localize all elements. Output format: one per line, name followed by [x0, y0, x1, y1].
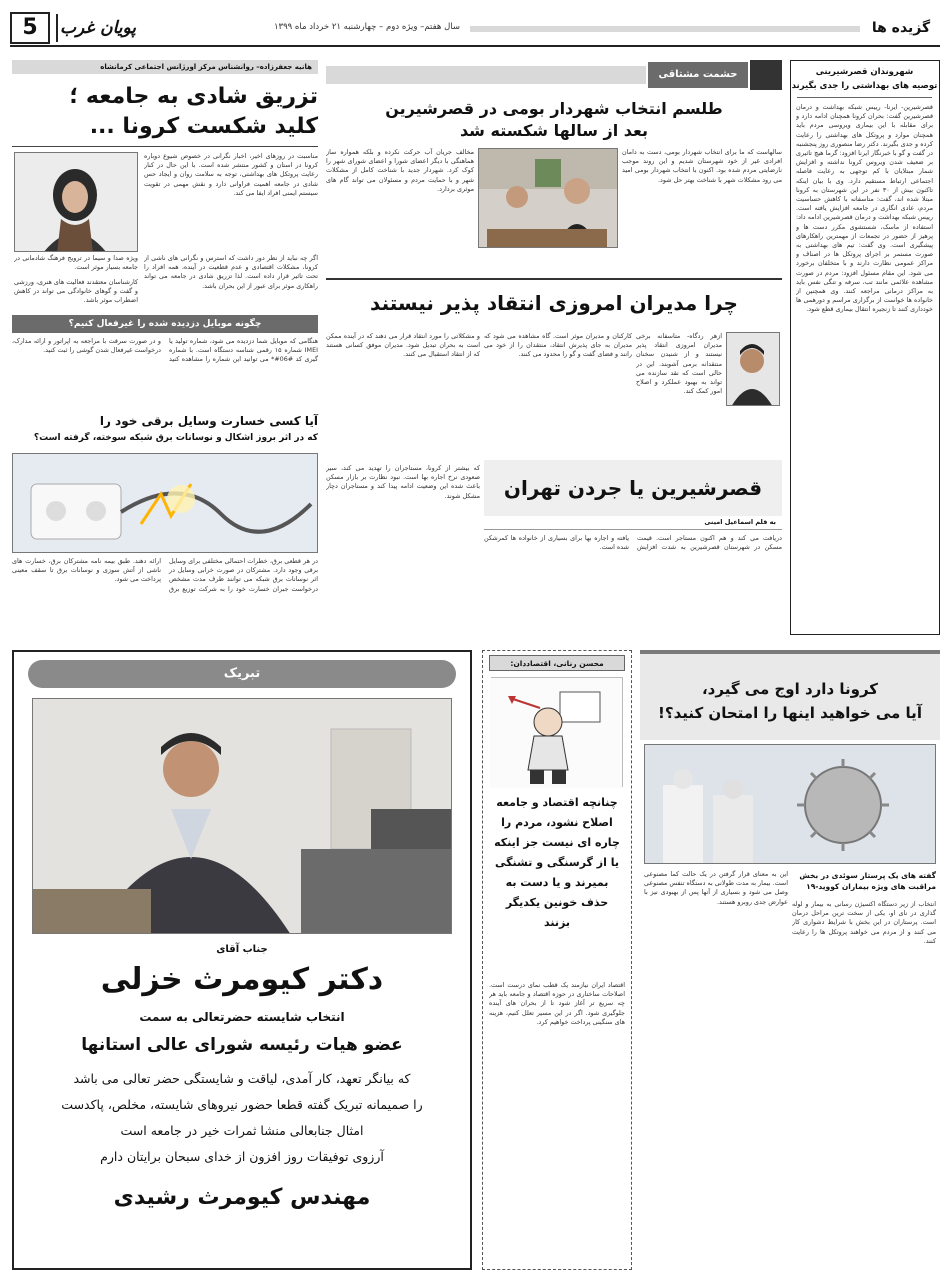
congrats-signature: مهندس کیومرث رشیدی	[113, 1185, 371, 1210]
header-rule	[470, 26, 860, 32]
tehran-body-1: دریافت می کند و هم اکنون مستاجر است. قیمت مسکن در شهرستان قصرشیرین به شدت افزایش یافته و اجاره بها برای بسیاری از خانواده ها کمرشکن شده است.	[484, 534, 782, 552]
tehran-author: به قلم اسماعیل امینی	[484, 518, 782, 530]
photo-caption: ویژه صدا و سیما در ترویج فرهنگ شادمانی در جامعه بسیار موثر است.	[14, 254, 138, 272]
mayor-title-line1: طلسم انتخاب شهردار بومی در قصرشیرین	[385, 99, 723, 118]
mobile-box-title: چگونه موبایل دزدیده شده را غیرفعال کنیم؟	[12, 315, 318, 333]
health-box	[790, 60, 940, 635]
electric-title-line1: آیا کسی خسارت وسایل برقی خود را	[99, 414, 318, 428]
congrats-name: دکتر کیومرث خزلی	[100, 962, 384, 997]
congrats-position: عضو هیات رئیسه شورای عالی استانها	[81, 1035, 403, 1055]
electric-body: در هر قطعی برق، خطرات احتمالی مختلفی برای وسایل برقی وجود دارد. مشترکان در صورت خرابی وسایل در اثر نوسانات برق شبکه می توانند ظرف مدت مشخص درخواست جبران خسارت خود را به شرکت توزیع برق ارائه دهند. طبق بیمه نامه مشترکان برق، خسارت های ناشی از آتش سوزی و نوسانات برق تا سقف معینی پرداخت می شود.	[12, 557, 318, 593]
mayor-article	[326, 60, 782, 278]
corona-caption: گفته های یک پرستار سوئدی در بخش مراقبت های ویژه بیماران کووید-۱۹	[799, 871, 936, 891]
managers-body-3: و مشکلاتی را مورد انتقاد قرار می دهند که در آینده ممکن است به بحران تبدیل شود. مدیران موفق کسانی هستند که از انتقاد استقبال می کنند.	[326, 332, 480, 359]
mobile-box-body: هنگامی که موبایل شما دزدیده می شود، شماره تولید یا IMEI شماره ۱۵ رقمی شناسه دستگاه است. با شماره گیری کد #06#* می توانید این شماره را مشاهده کنید و در صورت سرقت با مراجعه به اپراتور و ارائه مدارک، درخواست غیرفعال شدن گوشی را ثبت کنید.	[12, 337, 318, 364]
congrats-ad	[12, 650, 472, 1270]
tehran-title-box	[484, 460, 782, 516]
congrats-photo	[32, 698, 452, 934]
managers-title: چرا مدیران امروزی انتقاد پذیر نیستند	[370, 291, 738, 315]
article-body-3: کارشناسان معتقدند فعالیت های هنری، ورزشی و گفت و گوهای خانوادگی می تواند در کاهش اضطراب موثر باشد.	[14, 278, 138, 305]
congrats-text3: امثال جنابعالی منشا ثمرات خیر در جامعه است	[120, 1123, 364, 1138]
mayor-photo-caption	[478, 250, 618, 276]
congrats-text1: که بیانگر تعهد، کار آمدی، لیاقت و شایستگی حضر تعالی می باشد	[73, 1071, 411, 1086]
congrats-text4: آرزوی توفیقات روز افزون از خدای سبحان برایتان دارم	[100, 1149, 384, 1164]
article-title-line1: تزریق شادی به جامعه ؛	[69, 84, 318, 109]
cartoon-author: محسن رنانی، اقتصاددان:	[489, 655, 625, 671]
corona-title-line1: کرونا دارد اوج می گیرد،	[701, 680, 878, 698]
congrats-line1: انتخاب شایسته حضرتعالی به سمت	[139, 1010, 345, 1024]
managers-author-photo	[726, 332, 780, 406]
mayor-header-gray	[326, 66, 646, 84]
mayor-author: حشمت مشتاقی	[648, 62, 748, 88]
mobile-box	[12, 315, 318, 390]
cartoon-quote: چنانچه اقتصاد و جامعه اصلاح نشود، مردم را چاره ای نیست جز اینکه یا از گرسنگی و تشنگی بمیرند و یا دست به حذف خونین یکدیگر بزنند	[494, 796, 620, 929]
article-byline: هانیه جعفرزاده– روانشناس مرکز اورژانس اجتماعی کرمانشاه	[12, 60, 318, 74]
corona-title-line2: آیا می خواهید اینها را امتحان کنید؟!	[658, 704, 922, 722]
article-body-2: اگر چه نباید از نظر دور داشت که استرس و نگرانی های ناشی از کرونا، مشکلات اقتصادی و عدم قطعیت در آینده، همه افراد را تحت تاثیر قرار داده است. لذا تزریق شادی در جامعه می تواند راهکاری موثر برای عبور از این بحران باشد.	[144, 254, 318, 290]
page-header	[10, 10, 940, 46]
mayor-header-bar	[326, 60, 782, 90]
electric-photo	[12, 453, 318, 553]
health-box-title-2: توصیه های بهداشتی را جدی بگیرند	[791, 81, 938, 91]
article-title-line2: کلید شکست کرونا ...	[89, 114, 318, 139]
health-box-rule	[797, 97, 932, 98]
corona-body-2: انتخاب از زیر دستگاه اکسیژن رسانی به بیمار و لوله گذاری در نای او، یکی از سخت ترین مراحل درمان است. پرستاران در این بخش با شرایط دشواری کار می کنند و از مردم می خواهند پروتکل ها را رعایت کنند.	[792, 900, 936, 945]
mayor-body-2: مخالف جریان آب حرکت نکرده و بلکه همواره ساز هماهنگی با دیگر اعضای شورا و اعضای شورای شهر را کوک کرد. شهردار جدید با شناخت کامل از مشکلات شهر و با حمایت مردم و مسئولان می تواند گام های موثری بردارد.	[326, 148, 474, 193]
issue-info: سال هفتم– ویژه دوم – چهارشنبه ۲۱ خرداد ماه ۱۳۹۹	[273, 22, 460, 32]
tehran-title: قصرشیرین یا جردن تهران	[503, 476, 763, 500]
title-rule	[12, 146, 318, 147]
newspaper-logo: پویان غرب	[56, 14, 138, 42]
corona-body-1: این به معنای قرار گرفتن در یک حالت کما مصنوعی است. بیمار به مدت طولانی به دستگاه تنفس مصنوعی وصل می شود و بسیاری از آنها پس از بهبودی نیز با عوارض جدی روبرو هستند.	[644, 870, 788, 906]
tehran-body-2: که بیشتر از کرونا، مستاجران را تهدید می کند، سیر صعودی نرخ اجاره بها است. نبود نظارت بر بازار مسکن باعث شده این وضعیت ادامه پیدا کند و مستاجران دچار مشکل شوند.	[326, 464, 480, 500]
managers-article	[326, 278, 782, 458]
header-bottom-rule	[10, 45, 940, 47]
corona-photo	[644, 744, 936, 864]
author-photo	[14, 152, 138, 252]
cartoon-body: اقتصاد ایران نیازمند یک قطب نمای درست است. اصلاحات ساختاری در حوزه اقتصاد و جامعه باید هر چه سریع تر آغاز شود تا از بحران های آینده جلوگیری شود. اگر در این مسیر تعلل کنیم، هزینه های سنگینی پرداخت خواهیم کرد.	[489, 981, 625, 1026]
corona-article	[640, 650, 940, 1270]
mayor-body-1: سالهاست که ما برای انتخاب شهردار بومی، دست به دامان افرادی غیر از خود شهرستان شدیم و این روند موجب نارضایتی مردم شده بود. اکنون با انتخاب شهردار بومی امید می رود مشکلات شهر با شناخت بهتر حل شود.	[622, 148, 782, 184]
managers-body-1: ازهر ردگاه- متاسفانه برخی مدیران امروزی انتقاد پذیر نیستند و از شنیدن سخنان منتقدانه برمی آشوبند. این در حالی است که نقد سازنده می تواند به بهبود عملکرد و اصلاح امور کمک کند.	[636, 332, 722, 396]
mayor-photo	[478, 148, 618, 248]
health-box-body: قصرشیرین- ایرنا- رییس شبکه بهداشت و درمان قصرشیرین گفت: بحران کرونا همچنان ادامه دارد و برای مقابله با این بیماری ویروسی مردم باید همچنان موارد و پروتکل های بهداشتی را رعایت کرده و جدی بگیرند. دکتر رضا منصوری روز پنجشنبه در گفت و گو با خبرنگار ایرنا افزود: گرما هیچ تاثیری بر ضعیف شدن ویروس کرونا نداشته و افزایش شمار مبتلایان با کم توجهی به رعایت فاصله اجتماعی ارتباط مستقیم دارد. وی با بیان اینکه تاکنون بیش از ۳۰ نفر در این شهرستان به کرونا مبتلا شده اند، گفت: متاسفانه با کاهش حساسیت مردم، عادی انگاری در جامعه افزایش یافته است. رییس شبکه بهداشت و درمان قصرشیرین ادامه داد: استفاده از ماسک، شستشوی مکرر دست ها و پرهیز از حضور در تجمعات از مهمترین راهکارهای پیشگیری است. وی گفت: تیم های بهداشتی به صورت مستمر بر اجرای پروتکل ها در اصناف و مراکز عمومی نظارت دارند و با متخلفان برخورد می شود. این مقام مسئول افزود: مردم در صورت مشاهده علائمی مانند تب، سرفه و تنگی نفس باید به مراکز درمانی مراجعه کنند. وی همچنین از خانواده ها خواست از برگزاری مراسم و دورهمی ها خودداری کنند تا زنجیره انتقال بیماری قطع شود.	[796, 103, 933, 314]
electric-article	[12, 395, 318, 635]
cartoon-box	[482, 650, 632, 1270]
congrats-text2: را صمیمانه تبریک گفته قطعا حضور نیروهای شایسته، مخلص، پاکدست	[61, 1097, 423, 1112]
mayor-header-block	[750, 60, 782, 90]
section-label: گزیده ها	[871, 20, 931, 36]
mayor-title-line2: بعد از سالها شکسته شد	[459, 121, 649, 140]
cartoon-image	[491, 677, 623, 787]
tehran-article	[326, 460, 782, 638]
article-body-1: مناسبت در روزهای اخیر، اخبار نگرانی در خصوص شیوع دوباره کرونا در استان و کشور منتشر شده است. با این حال در کنار رعایت پروتکل های بهداشتی، توجه به سلامت روان و ایجاد حس شادی در جامعه اهمیت فراوانی دارد و نقش مهمی در تقویت سیستم ایمنی افراد ایفا می کند.	[144, 152, 318, 197]
health-box-title-1: شهروندان قصرشیرینی	[815, 67, 914, 77]
congrats-header: تبریک	[28, 660, 456, 688]
corona-title-box	[640, 650, 940, 740]
managers-body-2: کارکنان و مدیران موثر است. گاه مشاهده می شود که مدیران به جای پذیرش انتقاد، منتقدان را از خود می رانند و فضای گفت و گو را محدود می کنند.	[484, 332, 632, 359]
electric-title-line2: که در اثر بروز اشکال و نوسانات برق شبکه سوخته، گرفته است؟	[33, 433, 318, 443]
congrats-honorific: جناب آقای	[216, 944, 268, 955]
page-number: 5	[10, 12, 50, 44]
managers-top-rule	[326, 278, 782, 280]
happiness-article	[12, 60, 318, 308]
